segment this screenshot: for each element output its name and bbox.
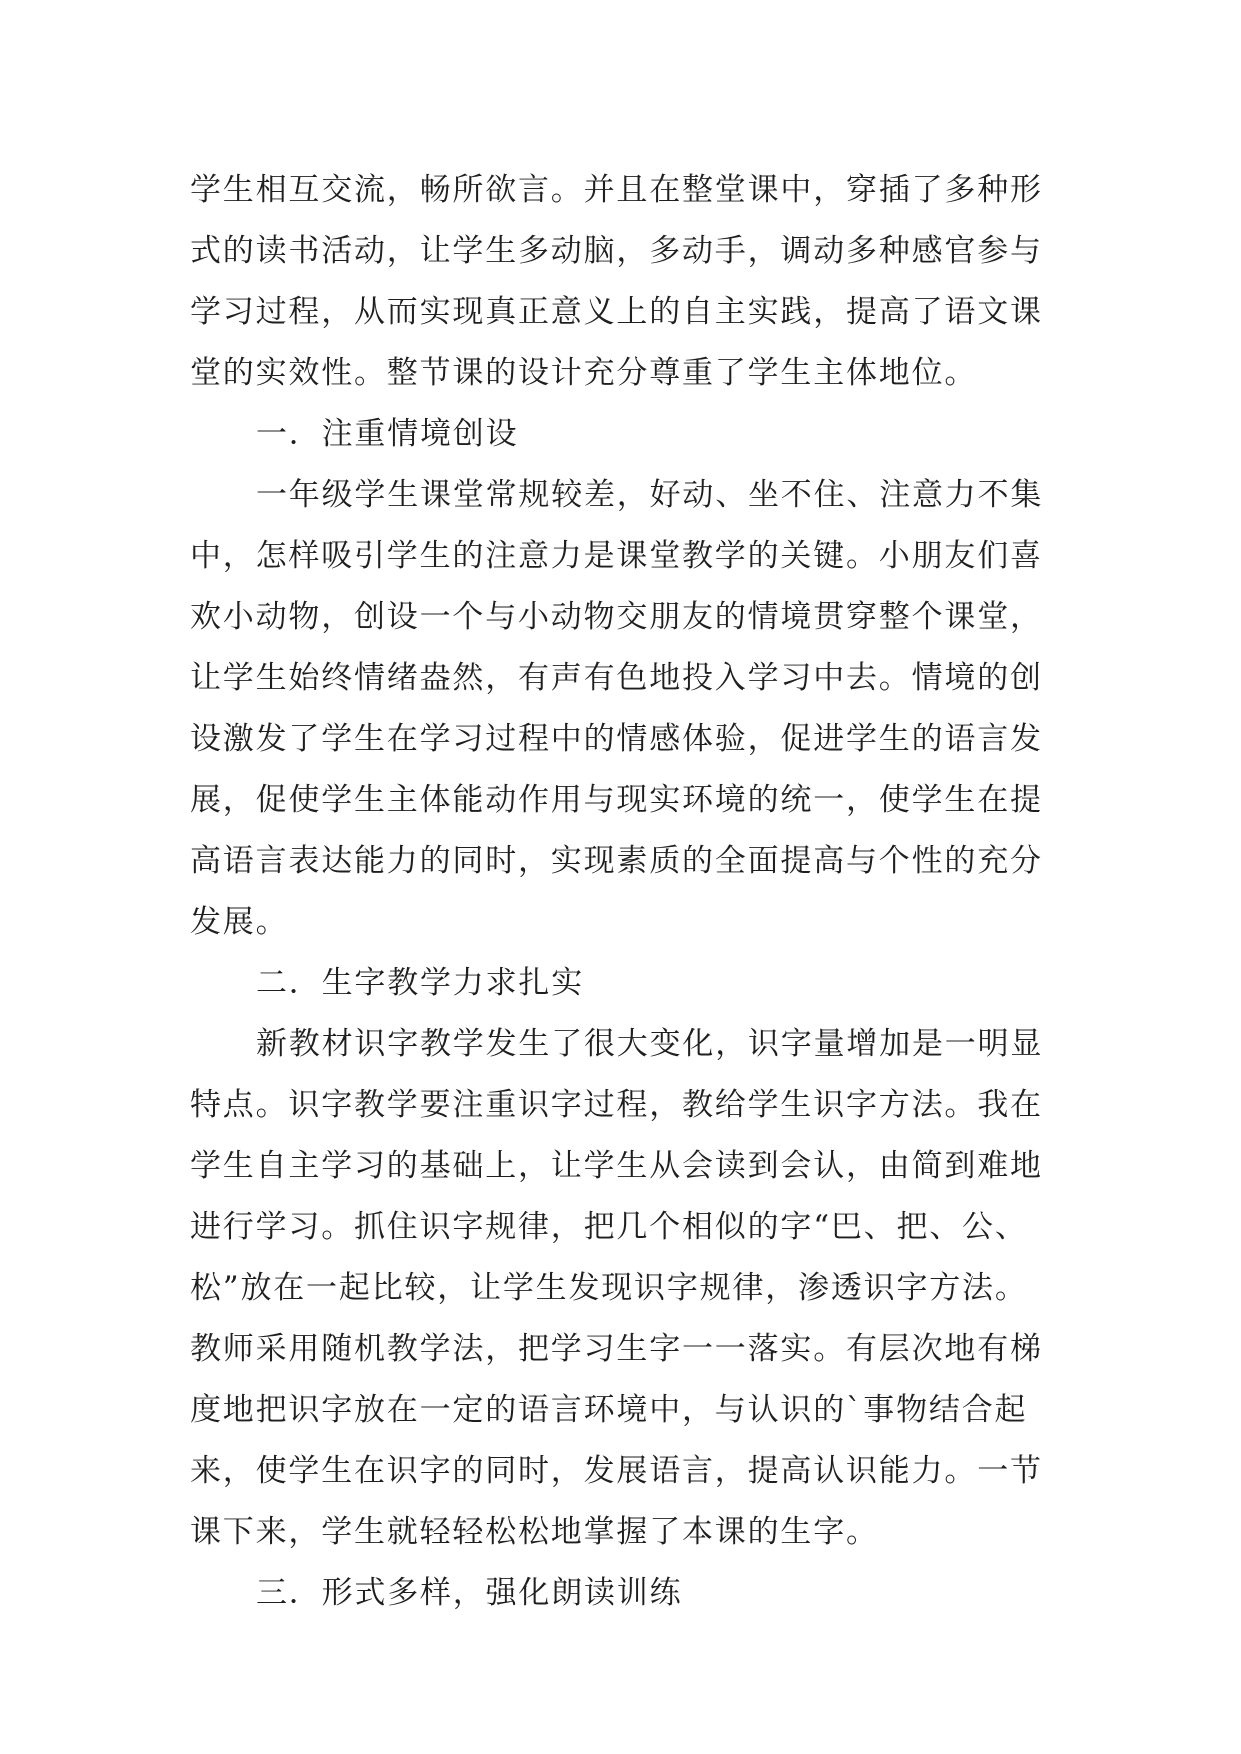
paragraph-line: 进行学习。抓住识字规律，把几个相似的字“巴、把、公、: [190, 1209, 1028, 1245]
paragraph-line: 中，怎样吸引学生的注意力是课堂教学的关键。小朋友们喜: [190, 538, 1043, 574]
paragraph-line: 特点。识字教学要注重识字过程，教给学生识字方法。我在: [190, 1087, 1043, 1123]
paragraph-line: 度地把识字放在一定的语言环境中，与认识的`事物结合起: [190, 1392, 1028, 1428]
paragraph-line: 展，促使学生主体能动作用与现实环境的统一，使学生在提: [190, 782, 1043, 818]
section-heading: 二．生字教学力求扎实: [256, 965, 584, 1001]
paragraph-line: 学生相互交流，畅所欲言。并且在整堂课中，穿插了多种形: [190, 172, 1043, 208]
paragraph-line: 堂的实效性。整节课的设计充分尊重了学生主体地位。: [190, 355, 978, 391]
section-heading: 三．形式多样，强化朗读训练: [256, 1575, 683, 1611]
paragraph-line: 课下来，学生就轻轻松松地掌握了本课的生字。: [190, 1514, 879, 1550]
paragraph-line: 高语言表达能力的同时，实现素质的全面提高与个性的充分: [190, 843, 1043, 879]
paragraph-line: 设激发了学生在学习过程中的情感体验，促进学生的语言发: [190, 721, 1043, 757]
paragraph-line: 学习过程，从而实现真正意义上的自主实践，提高了语文课: [190, 294, 1043, 330]
paragraph-line: 一年级学生课堂常规较差，好动、坐不住、注意力不集: [256, 477, 1044, 513]
paragraph-line: 松”放在一起比较，让学生发现识字规律，渗透识字方法。: [190, 1270, 1028, 1306]
paragraph-line: 发展。: [190, 904, 289, 940]
section-heading: 一．注重情境创设: [256, 416, 519, 452]
paragraph-line: 新教材识字教学发生了很大变化，识字量增加是一明显: [256, 1026, 1044, 1062]
paragraph-line: 学生自主学习的基础上，让学生从会读到会认，由简到难地: [190, 1148, 1043, 1184]
paragraph-line: 来，使学生在识字的同时，发展语言，提高认识能力。一节: [190, 1453, 1043, 1489]
paragraph-line: 式的读书活动，让学生多动脑，多动手，调动多种感官参与: [190, 233, 1043, 269]
document-body: [190, 160, 1060, 1624]
paragraph-line: 教师采用随机教学法，把学习生字一一落实。有层次地有梯: [190, 1331, 1043, 1367]
paragraph-line: 让学生始终情绪盎然，有声有色地投入学习中去。情境的创: [190, 660, 1043, 696]
paragraph-line: 欢小动物，创设一个与小动物交朋友的情境贯穿整个课堂，: [190, 599, 1043, 635]
